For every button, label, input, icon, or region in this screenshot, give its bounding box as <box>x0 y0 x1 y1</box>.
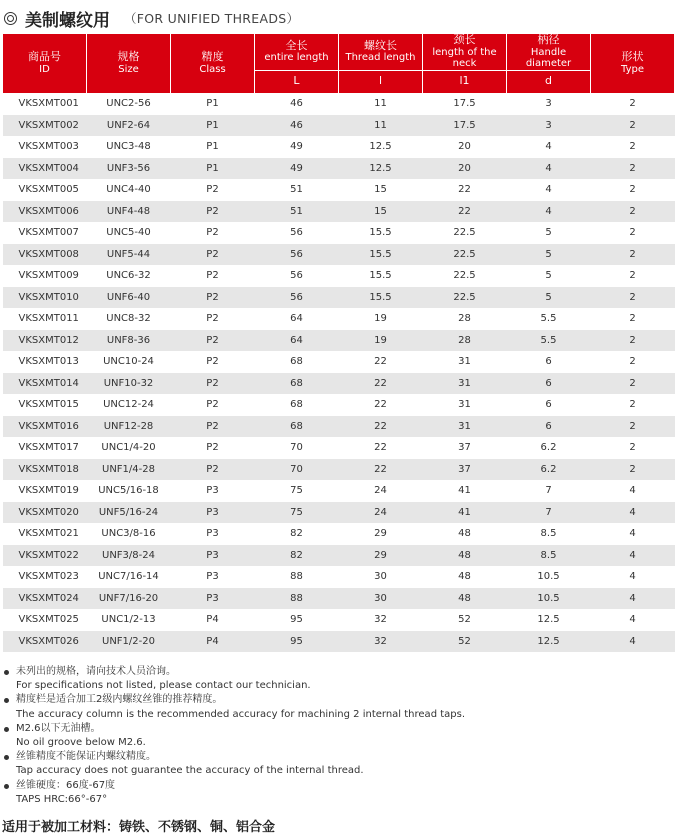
cell-type: 2 <box>591 459 675 481</box>
cell-handle-diameter: 4 <box>507 136 591 158</box>
cell-id: VKSXMT015 <box>3 394 87 416</box>
table-row <box>3 136 675 158</box>
cell-entire-length: 51 <box>255 201 339 223</box>
cell-thread-length: 15.5 <box>339 265 423 287</box>
cell-entire-length: 95 <box>255 631 339 653</box>
cell-class: P1 <box>171 93 255 115</box>
cell-handle-diameter: 8.5 <box>507 523 591 545</box>
cell-type: 4 <box>591 545 675 567</box>
cell-neck-length: 17.5 <box>423 115 507 137</box>
cell-entire-length: 68 <box>255 373 339 395</box>
circle-bullet-icon <box>4 12 17 25</box>
cell-type: 2 <box>591 115 675 137</box>
note-zh: 精度栏是适合加工2级内螺纹丝锥的推荐精度。 <box>2 693 662 707</box>
cell-class: P2 <box>171 265 255 287</box>
cell-neck-length: 37 <box>423 437 507 459</box>
cell-type: 2 <box>591 136 675 158</box>
cell-entire-length: 56 <box>255 287 339 309</box>
cell-class: P3 <box>171 502 255 524</box>
cell-size: UNF10-32 <box>87 373 171 395</box>
cell-id: VKSXMT020 <box>3 502 87 524</box>
cell-thread-length: 22 <box>339 394 423 416</box>
cell-id: VKSXMT012 <box>3 330 87 352</box>
cell-class: P1 <box>171 115 255 137</box>
cell-entire-length: 51 <box>255 179 339 201</box>
table-row <box>3 631 675 653</box>
cell-handle-diameter: 10.5 <box>507 588 591 610</box>
cell-class: P2 <box>171 373 255 395</box>
cell-class: P1 <box>171 158 255 180</box>
cell-neck-length: 22.5 <box>423 222 507 244</box>
note-en: For specifications not listed, please contact our technician. <box>16 680 311 692</box>
cell-type: 2 <box>591 201 675 223</box>
cell-type: 2 <box>591 373 675 395</box>
cell-entire-length: 88 <box>255 566 339 588</box>
cell-size: UNC5-40 <box>87 222 171 244</box>
cell-handle-diameter: 6 <box>507 394 591 416</box>
cell-type: 2 <box>591 93 675 115</box>
cell-class: P2 <box>171 201 255 223</box>
cell-handle-diameter: 6 <box>507 351 591 373</box>
cell-thread-length: 15.5 <box>339 287 423 309</box>
cell-entire-length: 49 <box>255 158 339 180</box>
notes-section <box>2 665 662 807</box>
cell-entire-length: 70 <box>255 459 339 481</box>
cell-handle-diameter: 4 <box>507 158 591 180</box>
cell-size: UNF4-48 <box>87 201 171 223</box>
table-row <box>3 502 675 524</box>
cell-neck-length: 22.5 <box>423 244 507 266</box>
cell-type: 2 <box>591 416 675 438</box>
cell-handle-diameter: 6.2 <box>507 459 591 481</box>
table-row <box>3 523 675 545</box>
cell-id: VKSXMT008 <box>3 244 87 266</box>
cell-thread-length: 11 <box>339 115 423 137</box>
cell-handle-diameter: 3 <box>507 115 591 137</box>
cell-type: 2 <box>591 222 675 244</box>
note-en: No oil groove below M2.6. <box>16 737 146 749</box>
cell-type: 2 <box>591 308 675 330</box>
cell-size: UNC8-32 <box>87 308 171 330</box>
cell-entire-length: 68 <box>255 351 339 373</box>
cell-entire-length: 88 <box>255 588 339 610</box>
cell-thread-length: 11 <box>339 93 423 115</box>
cell-size: UNC1/2-13 <box>87 609 171 631</box>
cell-entire-length: 75 <box>255 480 339 502</box>
cell-neck-length: 52 <box>423 631 507 653</box>
cell-neck-length: 48 <box>423 545 507 567</box>
cell-neck-length: 20 <box>423 158 507 180</box>
cell-neck-length: 41 <box>423 480 507 502</box>
cell-id: VKSXMT013 <box>3 351 87 373</box>
table-row <box>3 330 675 352</box>
table-row <box>3 201 675 223</box>
note-zh: M2.6以下无油槽。 <box>2 722 662 736</box>
table-row <box>3 588 675 610</box>
header-neck-length: 颈长 length of the neck <box>423 34 507 71</box>
cell-handle-diameter: 7 <box>507 480 591 502</box>
cell-type: 2 <box>591 179 675 201</box>
spec-table <box>2 33 675 653</box>
note-en: The accuracy column is the recommended accuracy for machining 2 internal thread taps. <box>16 708 465 720</box>
cell-type: 2 <box>591 351 675 373</box>
table-row <box>3 545 675 567</box>
cell-size: UNF7/16-20 <box>87 588 171 610</box>
table-row <box>3 373 675 395</box>
title-sub: （FOR UNIFIED THREADS） <box>124 11 300 26</box>
cell-thread-length: 32 <box>339 609 423 631</box>
cell-thread-length: 15.5 <box>339 222 423 244</box>
cell-size: UNC7/16-14 <box>87 566 171 588</box>
cell-class: P3 <box>171 566 255 588</box>
cell-handle-diameter: 5 <box>507 265 591 287</box>
cell-thread-length: 32 <box>339 631 423 653</box>
table-row <box>3 308 675 330</box>
cell-neck-length: 41 <box>423 502 507 524</box>
cell-size: UNF6-40 <box>87 287 171 309</box>
cell-id: VKSXMT018 <box>3 459 87 481</box>
header-thread-length: 螺纹长 Thread length <box>339 34 423 71</box>
cell-neck-length: 48 <box>423 523 507 545</box>
cell-type: 2 <box>591 265 675 287</box>
cell-type: 4 <box>591 566 675 588</box>
cell-neck-length: 48 <box>423 588 507 610</box>
title-main: 美制螺纹用 <box>25 10 110 31</box>
cell-size: UNC4-40 <box>87 179 171 201</box>
cell-entire-length: 56 <box>255 265 339 287</box>
cell-size: UNF5/16-24 <box>87 502 171 524</box>
cell-id: VKSXMT004 <box>3 158 87 180</box>
cell-id: VKSXMT014 <box>3 373 87 395</box>
cell-type: 4 <box>591 480 675 502</box>
cell-type: 4 <box>591 588 675 610</box>
cell-handle-diameter: 10.5 <box>507 566 591 588</box>
table-row <box>3 158 675 180</box>
cell-thread-length: 24 <box>339 502 423 524</box>
cell-entire-length: 75 <box>255 502 339 524</box>
cell-handle-diameter: 4 <box>507 201 591 223</box>
cell-class: P2 <box>171 287 255 309</box>
note-en: Tap accuracy does not guarantee the accuracy of the internal thread. <box>16 765 364 777</box>
cell-type: 4 <box>591 609 675 631</box>
cell-neck-length: 31 <box>423 351 507 373</box>
table-row <box>3 93 675 115</box>
cell-neck-length: 31 <box>423 416 507 438</box>
cell-id: VKSXMT005 <box>3 179 87 201</box>
cell-class: P2 <box>171 416 255 438</box>
page-title <box>4 6 299 30</box>
cell-thread-length: 24 <box>339 480 423 502</box>
cell-size: UNF2-64 <box>87 115 171 137</box>
header-symbol-L: L <box>255 70 339 93</box>
cell-entire-length: 64 <box>255 308 339 330</box>
note-zh: 未列出的规格，请向技术人员洽询。 <box>2 665 662 679</box>
cell-handle-diameter: 7 <box>507 502 591 524</box>
cell-entire-length: 82 <box>255 545 339 567</box>
cell-id: VKSXMT022 <box>3 545 87 567</box>
header-symbol-d: d <box>507 70 591 93</box>
cell-handle-diameter: 12.5 <box>507 609 591 631</box>
cell-thread-length: 15 <box>339 201 423 223</box>
cell-handle-diameter: 6.2 <box>507 437 591 459</box>
cell-entire-length: 46 <box>255 93 339 115</box>
cell-handle-diameter: 5.5 <box>507 308 591 330</box>
cell-neck-length: 28 <box>423 330 507 352</box>
cell-class: P2 <box>171 308 255 330</box>
table-row <box>3 351 675 373</box>
cell-class: P3 <box>171 588 255 610</box>
table-row <box>3 566 675 588</box>
header-entire-length: 全长 entire length <box>255 34 339 71</box>
cell-handle-diameter: 5.5 <box>507 330 591 352</box>
cell-thread-length: 22 <box>339 437 423 459</box>
cell-handle-diameter: 6 <box>507 373 591 395</box>
cell-size: UNF1/2-20 <box>87 631 171 653</box>
cell-neck-length: 52 <box>423 609 507 631</box>
cell-id: VKSXMT007 <box>3 222 87 244</box>
cell-class: P4 <box>171 609 255 631</box>
cell-type: 2 <box>591 394 675 416</box>
cell-type: 2 <box>591 330 675 352</box>
cell-entire-length: 68 <box>255 394 339 416</box>
cell-type: 4 <box>591 631 675 653</box>
cell-thread-length: 19 <box>339 330 423 352</box>
cell-entire-length: 64 <box>255 330 339 352</box>
cell-id: VKSXMT016 <box>3 416 87 438</box>
cell-type: 2 <box>591 437 675 459</box>
cell-handle-diameter: 5 <box>507 222 591 244</box>
table-row <box>3 244 675 266</box>
cell-id: VKSXMT009 <box>3 265 87 287</box>
cell-type: 2 <box>591 244 675 266</box>
cell-type: 4 <box>591 502 675 524</box>
cell-handle-diameter: 12.5 <box>507 631 591 653</box>
table-row <box>3 222 675 244</box>
cell-thread-length: 15.5 <box>339 244 423 266</box>
cell-size: UNC6-32 <box>87 265 171 287</box>
cell-thread-length: 22 <box>339 373 423 395</box>
cell-class: P2 <box>171 179 255 201</box>
header-class: 精度 Class <box>171 34 255 94</box>
table-row <box>3 179 675 201</box>
cell-class: P1 <box>171 136 255 158</box>
cell-class: P2 <box>171 351 255 373</box>
cell-thread-length: 22 <box>339 351 423 373</box>
cell-handle-diameter: 8.5 <box>507 545 591 567</box>
cell-thread-length: 12.5 <box>339 136 423 158</box>
header-id: 商品号 ID <box>3 34 87 94</box>
cell-neck-length: 22 <box>423 201 507 223</box>
table-row <box>3 287 675 309</box>
cell-thread-length: 12.5 <box>339 158 423 180</box>
cell-neck-length: 22.5 <box>423 287 507 309</box>
cell-neck-length: 28 <box>423 308 507 330</box>
cell-thread-length: 30 <box>339 588 423 610</box>
cell-thread-length: 19 <box>339 308 423 330</box>
cell-neck-length: 31 <box>423 394 507 416</box>
cell-class: P3 <box>171 480 255 502</box>
cell-entire-length: 46 <box>255 115 339 137</box>
header-symbol-l1: l1 <box>423 70 507 93</box>
cell-id: VKSXMT025 <box>3 609 87 631</box>
cell-neck-length: 31 <box>423 373 507 395</box>
cell-thread-length: 30 <box>339 566 423 588</box>
cell-entire-length: 49 <box>255 136 339 158</box>
table-row <box>3 115 675 137</box>
cell-entire-length: 95 <box>255 609 339 631</box>
cell-entire-length: 68 <box>255 416 339 438</box>
cell-size: UNC3-48 <box>87 136 171 158</box>
cell-class: P2 <box>171 330 255 352</box>
note-zh: 丝锥精度不能保证内螺纹精度。 <box>2 750 662 764</box>
cell-id: VKSXMT003 <box>3 136 87 158</box>
cell-thread-length: 29 <box>339 523 423 545</box>
cell-class: P2 <box>171 244 255 266</box>
cell-size: UNF3-56 <box>87 158 171 180</box>
cell-type: 2 <box>591 158 675 180</box>
cell-class: P3 <box>171 545 255 567</box>
cell-neck-length: 20 <box>423 136 507 158</box>
cell-class: P2 <box>171 459 255 481</box>
cell-neck-length: 17.5 <box>423 93 507 115</box>
cell-neck-length: 48 <box>423 566 507 588</box>
cell-thread-length: 22 <box>339 459 423 481</box>
cell-handle-diameter: 6 <box>507 416 591 438</box>
cell-id: VKSXMT010 <box>3 287 87 309</box>
cell-id: VKSXMT002 <box>3 115 87 137</box>
cell-class: P3 <box>171 523 255 545</box>
cell-size: UNF5-44 <box>87 244 171 266</box>
table-row <box>3 416 675 438</box>
cell-class: P2 <box>171 222 255 244</box>
cell-class: P4 <box>171 631 255 653</box>
cell-thread-length: 15 <box>339 179 423 201</box>
cell-type: 2 <box>591 287 675 309</box>
cell-id: VKSXMT026 <box>3 631 87 653</box>
cell-handle-diameter: 4 <box>507 179 591 201</box>
cell-entire-length: 82 <box>255 523 339 545</box>
table-row <box>3 459 675 481</box>
cell-neck-length: 22.5 <box>423 265 507 287</box>
cell-size: UNC12-24 <box>87 394 171 416</box>
table-row <box>3 609 675 631</box>
table-row <box>3 265 675 287</box>
table-body <box>3 93 675 652</box>
cell-entire-length: 70 <box>255 437 339 459</box>
cell-id: VKSXMT011 <box>3 308 87 330</box>
table-row <box>3 394 675 416</box>
cell-handle-diameter: 5 <box>507 244 591 266</box>
header-symbol-l: l <box>339 70 423 93</box>
cell-id: VKSXMT006 <box>3 201 87 223</box>
header-type: 形状 Type <box>591 34 675 94</box>
table-row <box>3 437 675 459</box>
cell-id: VKSXMT019 <box>3 480 87 502</box>
cell-size: UNF3/8-24 <box>87 545 171 567</box>
table-row <box>3 480 675 502</box>
cell-id: VKSXMT021 <box>3 523 87 545</box>
cell-id: VKSXMT024 <box>3 588 87 610</box>
cell-size: UNF8-36 <box>87 330 171 352</box>
note-zh: 丝锥硬度：66度-67度 <box>2 779 662 793</box>
cell-size: UNC10-24 <box>87 351 171 373</box>
cell-id: VKSXMT017 <box>3 437 87 459</box>
note-en: TAPS HRC:66°-67° <box>16 793 108 805</box>
cell-type: 4 <box>591 523 675 545</box>
cell-size: UNC1/4-20 <box>87 437 171 459</box>
cell-neck-length: 37 <box>423 459 507 481</box>
cell-entire-length: 56 <box>255 222 339 244</box>
cell-neck-length: 22 <box>423 179 507 201</box>
header-handle-diameter: 柄径 Handle diameter <box>507 34 591 71</box>
header-size: 规格 Size <box>87 34 171 94</box>
cell-size: UNC2-56 <box>87 93 171 115</box>
cell-handle-diameter: 5 <box>507 287 591 309</box>
cell-size: UNF1/4-28 <box>87 459 171 481</box>
cell-class: P2 <box>171 394 255 416</box>
cell-id: VKSXMT001 <box>3 93 87 115</box>
cell-entire-length: 56 <box>255 244 339 266</box>
cell-size: UNC5/16-18 <box>87 480 171 502</box>
cell-id: VKSXMT023 <box>3 566 87 588</box>
applicable-materials: 适用于被加工材料：铸铁、不锈钢、铜、铝合金 <box>2 820 276 835</box>
cell-class: P2 <box>171 437 255 459</box>
cell-handle-diameter: 3 <box>507 93 591 115</box>
cell-size: UNF12-28 <box>87 416 171 438</box>
cell-thread-length: 22 <box>339 416 423 438</box>
cell-thread-length: 29 <box>339 545 423 567</box>
cell-size: UNC3/8-16 <box>87 523 171 545</box>
